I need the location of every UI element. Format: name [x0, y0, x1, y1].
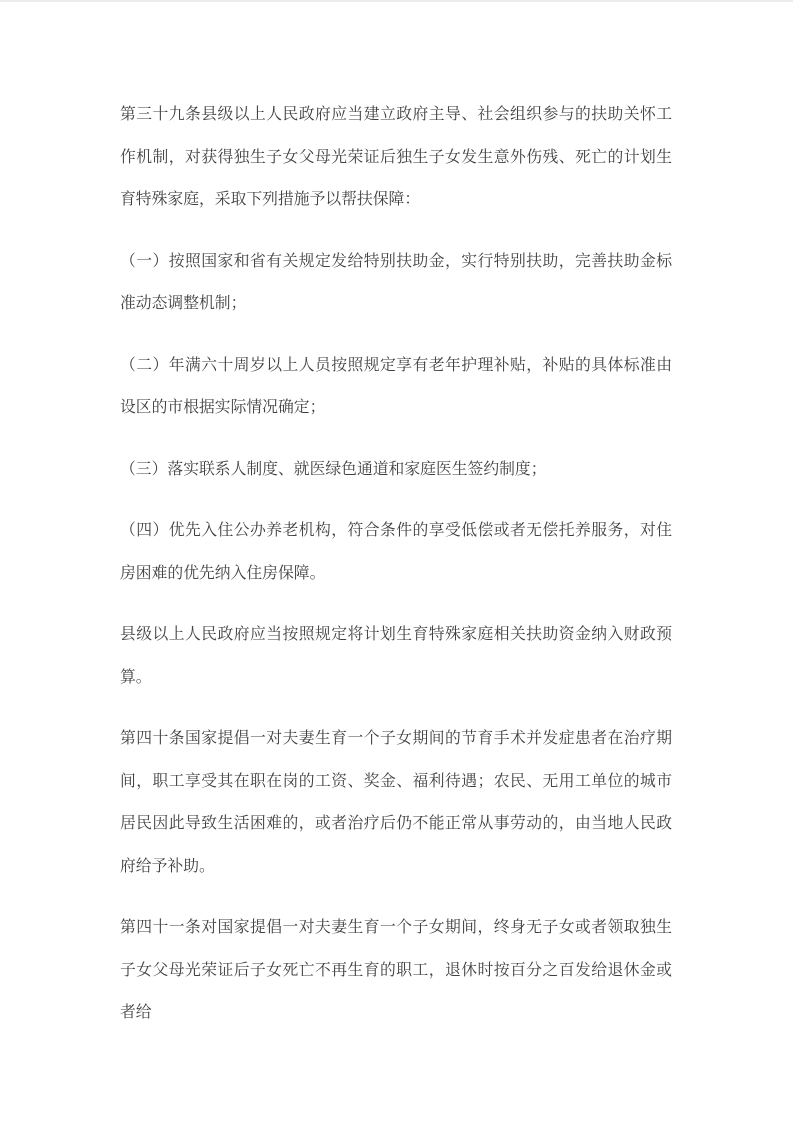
paragraph-article-39-item-2: （二）年满六十周岁以上人员按照规定享有老年护理补贴，补贴的具体标准由设区的市根据实际情况确定； — [120, 356, 672, 416]
paragraph-article-40: 第四十条国家提倡一对夫妻生育一个子女期间的节育手术并发症患者在治疗期间，职工享受其在职在岗的工资、奖金、福利待遇；农民、无用工单位的城市居民因此导致生活困难的，或者治疗后仍不能正常从事劳动的，由当地人民政府给予补助。 — [120, 730, 672, 875]
document-page — [0, 2, 793, 1035]
paragraph-article-41-partial: 第四十一条对国家提倡一对夫妻生育一个子女期间，终身无子女或者领取独生子女父母光荣证后子女死亡不再生育的职工，退休时按百分之百发给退休金或者给 — [120, 919, 672, 1021]
paragraph-article-39-item-1: （一）按照国家和省有关规定发给特别扶助金，实行特别扶助，完善扶助金标准动态调整机制； — [120, 252, 672, 312]
paragraph-article-39-item-4: （四）优先入住公办养老机构，符合条件的享受低偿或者无偿托养服务，对住房困难的优先纳入住房保障。 — [120, 522, 672, 582]
paragraph-article-39-funding: 县级以上人民政府应当按照规定将计划生育特殊家庭相关扶助资金纳入财政预算。 — [120, 626, 672, 686]
paragraph-article-39-intro: 第三十九条县级以上人民政府应当建立政府主导、社会组织参与的扶助关怀工作机制，对获得独生子女父母光荣证后独生子女发生意外伤残、死亡的计划生育特殊家庭，采取下列措施予以帮扶保障： — [120, 106, 672, 208]
paragraph-article-39-item-3: （三）落实联系人制度、就医绿色通道和家庭医生签约制度； — [120, 460, 547, 478]
